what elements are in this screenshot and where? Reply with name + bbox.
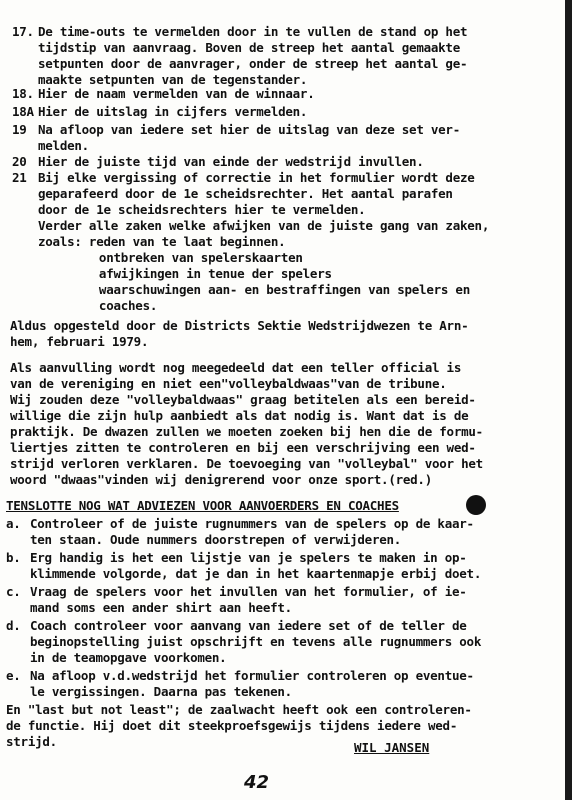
final-line-3: strijd. (6, 734, 57, 749)
item-18-line-1: 18. Hier de naam vermelden van de winnaar. (12, 86, 315, 101)
item-21-line-2: geparafeerd door de 1e scheidsrechter. Het aantal parafen (38, 186, 453, 201)
advice-heading: TENSLOTTE NOG WAT ADVIEZEN VOOR AANVOERDERS EN COACHES (6, 498, 399, 513)
item-21-line-5: zoals: reden van te laat beginnen. (38, 234, 286, 249)
advice-b-line-1: b. Erg handig is het een lijstje van je spelers te maken in op- (6, 550, 467, 565)
item-19-line-1: 19 Na afloop van iedere set hier de uitslag van deze set ver- (12, 122, 460, 137)
item-20-line-1: 20 Hier de juiste tijd van einde der wedstrijd invullen. (12, 154, 424, 169)
signature: WIL JANSEN (354, 740, 430, 755)
advice-e-line-1: e. Na afloop v.d.wedstrijd het formulier controleren op eventue- (6, 668, 474, 683)
item-19-line-2: melden. (38, 138, 89, 153)
addition-line-5: praktijk. De dwazen zullen we moeten zoeken bij hen die de formu- (10, 424, 483, 439)
addition-line-7: strijd verloren verklaren. De toevoeging van "volleybal" voor het (10, 456, 483, 471)
addition-line-6: liertjes zitten te controleren en bij een verschrijving een wed- (10, 440, 476, 455)
final-line-2: de functie. Hij doet dit steekproefsgewijs tijdens iedere wed- (6, 718, 458, 733)
addition-line-2: van de vereniging en niet een"volleybaldwaas"van de tribune. (10, 376, 447, 391)
item-17-line-1: 17. De time-outs te vermelden door in te vullen de stand op het (12, 24, 468, 39)
addition-line-4: willige die zijn hulp aanbiedt als dat nodig is. Want dat is de (10, 408, 469, 423)
item-21-line-9: coaches. (48, 298, 158, 313)
addition-line-3: Wij zouden deze "volleybaldwaas" graag betitelen als een bereid- (10, 392, 476, 407)
advice-c-line-2: mand soms een ander shirt aan heeft. (30, 600, 292, 615)
advice-d-line-3: in de teamopgave voorkomen. (30, 650, 227, 665)
advice-d-line-2: beginopstelling juist opschrijft en tevens alle rugnummers ook (30, 634, 482, 649)
advice-d-line-1: d. Coach controleer voor aanvang van iedere set of de teller de (6, 618, 467, 633)
final-line-1: En "last but not least"; de zaalwacht heeft ook een controleren- (6, 702, 472, 717)
advice-b-line-2: klimmende volgorde, dat je dan in het kaartenmapje erbij doet. (30, 566, 482, 581)
item-17-line-4: maakte setpunten van de tegenstander. (38, 72, 308, 87)
item-21-line-1: 21 Bij elke vergissing of correctie in het formulier wordt deze (12, 170, 475, 185)
page-edge-shadow (565, 0, 572, 800)
item-21-line-6: ontbreken van spelerskaarten (48, 250, 303, 265)
item-21-line-4: Verder alle zaken welke afwijken van de juiste gang van zaken, (38, 218, 490, 233)
heading-bullet-dot (466, 495, 486, 515)
item-21-line-8: waarschuwingen aan- en bestraffingen van spelers en (48, 282, 470, 297)
item-17-line-2: tijdstip van aanvraag. Boven de streep het aantal gemaakte (38, 40, 460, 55)
item-21-line-3: door de 1e scheidsrechters hier te vermelden. (38, 202, 366, 217)
advice-c-line-1: c. Vraag de spelers voor het invullen van het formulier, of ie- (6, 584, 467, 599)
advice-a-line-2: ten staan. Oude nummers doorstrepen of verwijderen. (30, 532, 402, 547)
item-18a-line-1: 18A Hier de uitslag in cijfers vermelden. (12, 104, 308, 119)
page-number: 42 (244, 772, 270, 793)
closing-line-1: Aldus opgesteld door de Districts Sektie Wedstrijdwezen te Arn- (10, 318, 469, 333)
closing-line-2: hem, februari 1979. (10, 334, 149, 349)
advice-a-line-1: a. Controleer of de juiste rugnummers van de spelers op de kaar- (6, 516, 474, 531)
addition-line-8: woord "dwaas"vinden wij denigrerend voor onze sport.(red.) (10, 472, 432, 487)
item-21-line-7: afwijkingen in tenue der spelers (48, 266, 332, 281)
addition-line-1: Als aanvulling wordt nog meegedeeld dat een teller official is (10, 360, 462, 375)
advice-e-line-2: le vergissingen. Daarna pas tekenen. (30, 684, 292, 699)
item-17-line-3: setpunten door de aanvrager, onder de streep het aantal ge- (38, 56, 468, 71)
